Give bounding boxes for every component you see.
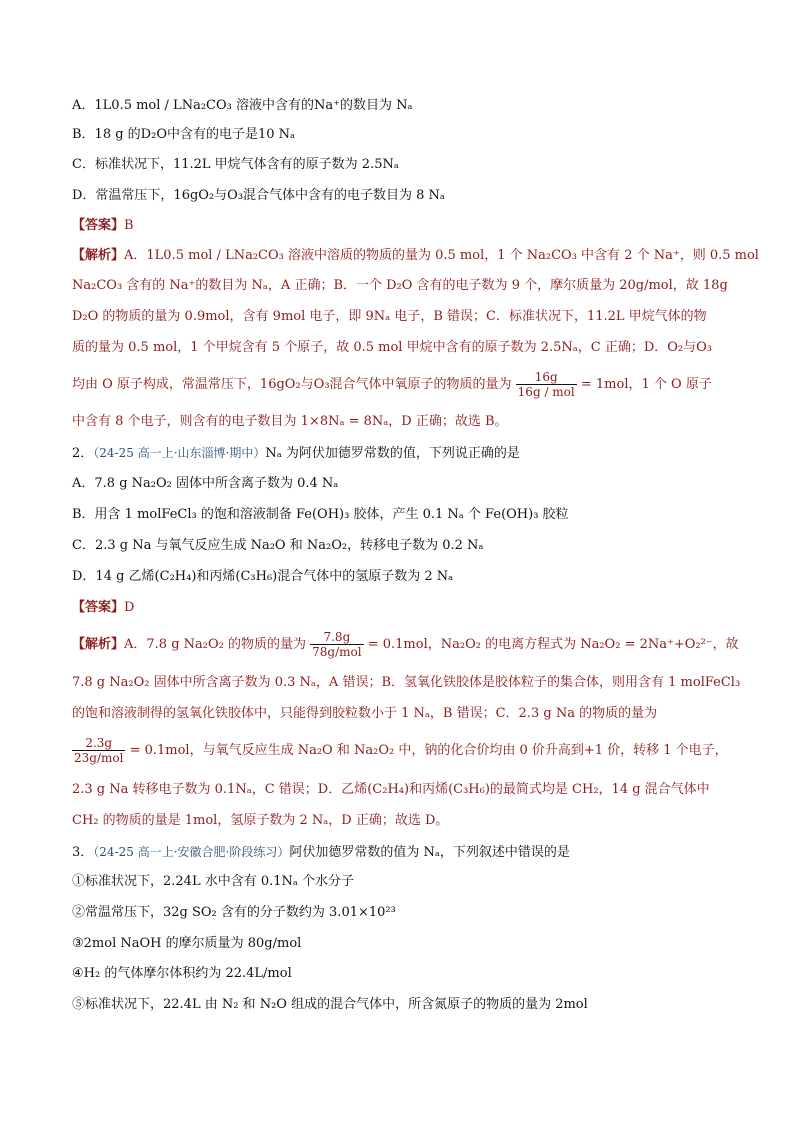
q3-stem: 3．（24-25 高一上·安徽合肥·阶段练习）阿伏加德罗常数的值为 Nₐ，下列叙述中错误的是 xyxy=(72,845,570,860)
q3-item-5: ⑤标准状况下，22.4L 由 N₂ 和 N₂O 组成的混合气体中，所含氮原子的物质的量为 2mol xyxy=(72,997,588,1012)
q1-analysis-line-5: 均由 O 原子构成，常温常压下，16gO₂与O₃混合气体中氧原子的物质的量为 $\frac{16g}{\text{16g / mol}}$ = 1mol，1 个 O 原子 xyxy=(72,370,712,399)
q3-item-3: ③2mol NaOH 的摩尔质量为 80g/mol xyxy=(72,936,302,951)
q2-analysis-line-2: 7.8 g Na₂O₂ 固体中所含离子数为 0.3 Nₐ，A 错误；B．氢氧化铁胶体是胶体粒子的集合体，则用含有 1 molFeCl₃ xyxy=(72,675,741,690)
q1-option-d: D．常温常压下，16gO₂与O₃混合气体中含有的电子数目为 8 Nₐ xyxy=(72,188,445,203)
fraction: $\frac{7.8g}{\text{78g/mol}}$ xyxy=(312,630,362,659)
q3-item-2: ②常温常压下，32g SO₂ 含有的分子数约为 3.01×10²³ xyxy=(72,905,396,920)
q2-analysis-line-6: CH₂ 的物质的量是 1mol，氢原子数为 2 Nₐ，D 正确；故选 D。 xyxy=(72,813,449,828)
q2-analysis-line-5: 2.3 g Na 转移电子数为 0.1Nₐ，C 错误；D．乙烯(C₂H₄)和丙烯(C₃H₆)的最简式均是 CH₂，14 g 混合气体中 xyxy=(72,782,710,797)
q1-option-b: B．18 g 的D₂O中含有的电子是10 Nₐ xyxy=(72,127,296,142)
q2-stem: 2．（24-25 高一上·山东淄博·期中）Nₐ 为阿伏加德罗常数的值，下列说正确的是 xyxy=(72,446,520,461)
answer-value: B xyxy=(124,218,134,233)
q2-answer xyxy=(72,598,734,618)
q1-analysis-line-4: 质的量为 0.5 mol，1 个甲烷含有 5 个原子，故 0.5 mol 甲烷中含有的原子数为 2.5Nₐ，C 正确；D．O₂与O₃ xyxy=(72,340,713,355)
q1-answer xyxy=(72,216,734,236)
question-source: （24-25 高一上·山东淄博·期中） xyxy=(93,446,266,460)
q2-analysis-line-3: 的饱和溶液制得的氢氧化铁胶体中，只能得到胶粒数小于 1 Nₐ，B 错误；C．2.3 g Na 的物质的量为 xyxy=(72,706,658,721)
q1-option-a: A．1L0.5 mol / LNa₂CO₃ 溶液中含有的Na⁺的数目为 Nₐ xyxy=(72,98,413,113)
question-source: （24-25 高一上·安徽合肥·阶段练习） xyxy=(93,845,290,859)
fraction: $\frac{2.3g}{\text{23g/mol}}$ xyxy=(74,736,124,765)
q1-analysis-line-3: D₂O 的物质的量为 0.9mol，含有 9mol 电子，即 9Nₐ 电子，B 错误；C．标准状况下，11.2L 甲烷气体的物 xyxy=(72,309,707,324)
q2-option-c: C．2.3 g Na 与氧气反应生成 Na₂O 和 Na₂O₂，转移电子数为 0.2 Nₐ xyxy=(72,538,484,553)
q1-option-c: C．标准状况下，11.2L 甲烷气体含有的原子数为 2.5Nₐ xyxy=(72,157,399,172)
q2-option-d: D．14 g 乙烯(C₂H₄)和丙烯(C₃H₆)混合气体中的氢原子数为 2 Nₐ xyxy=(72,569,454,584)
answer-label: 【答案】 xyxy=(72,218,125,233)
q1-analysis-line-6: 中含有 8 个电子，则含有的电子数目为 1×8Nₐ = 8Nₐ，D 正确；故选 B。 xyxy=(72,414,508,429)
answer-label: 【答案】 xyxy=(72,600,125,615)
fraction: $\frac{16g}{\text{16g / mol}}$ xyxy=(517,370,575,399)
analysis-label: 【解析】 xyxy=(72,637,125,652)
q2-analysis-line-1: 【解析】A．7.8 g Na₂O₂ 的物质的量为 $\frac{7.8g}{\text{78g/mol}}$ = 0.1mol，Na₂O₂ 的电离方程式为 Na₂O₂ = 2Na⁺+O₂²⁻，故 xyxy=(72,630,739,659)
q3-item-1: ①标准状况下，2.24L 水中含有 0.1Nₐ 个水分子 xyxy=(72,874,355,889)
answer-value: D xyxy=(124,600,135,615)
q2-option-a: A．7.8 g Na₂O₂ 固体中所含离子数为 0.4 Nₐ xyxy=(72,476,339,491)
q2-analysis-line-4: $\frac{2.3g}{\text{23g/mol}}$ = 0.1mol，与氧气反应生成 Na₂O 和 Na₂O₂ 中，钠的化合价均由 0 价升高到+1 价，转移 1 个电子， xyxy=(74,736,728,765)
q3-item-4: ④H₂ 的气体摩尔体积约为 22.4L/mol xyxy=(72,966,292,981)
q1-analysis-line-2: Na₂CO₃ 含有的 Na⁺的数目为 Nₐ，A 正确；B．一个 D₂O 含有的电子数为 9 个，摩尔质量为 20g/mol，故 18g xyxy=(72,278,728,293)
analysis-label: 【解析】 xyxy=(72,248,125,263)
q2-option-b: B．用含 1 molFeCl₃ 的饱和溶液制备 Fe(OH)₃ 胶体，产生 0.1 Nₐ 个 Fe(OH)₃ 胶粒 xyxy=(72,507,569,522)
q1-analysis-line-1: 【解析】A．1L0.5 mol / LNa₂CO₃ 溶液中溶质的物质的量为 0.5 mol，1 个 Na₂CO₃ 中含有 2 个 Na⁺，则 0.5 mol xyxy=(72,248,759,263)
